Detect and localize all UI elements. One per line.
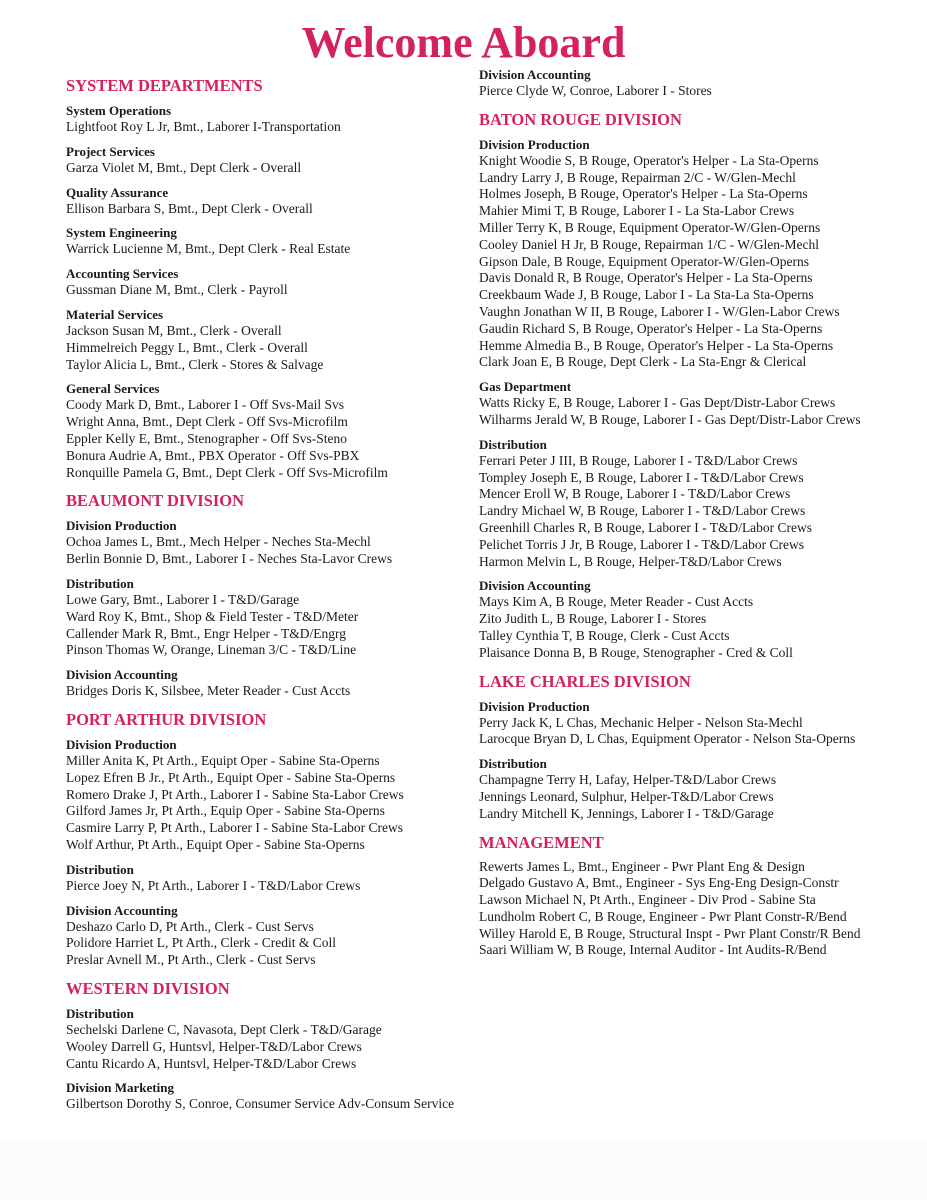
group-heading: General Services	[66, 381, 160, 397]
employee-entry: Zito Judith L, B Rouge, Laborer I - Stores	[479, 611, 707, 627]
department-group	[66, 517, 461, 568]
left-column	[66, 66, 461, 1120]
employee-entry: Bridges Doris K, Silsbee, Meter Reader - Cust Accts	[66, 683, 351, 699]
department-group	[479, 378, 874, 429]
employee-entry: Coody Mark D, Bmt., Laborer I - Off Svs-Mail Svs	[66, 397, 344, 413]
employee-entry: Larocque Bryan D, L Chas, Equipment Operator - Nelson Sta-Operns	[479, 731, 856, 747]
group-heading: Distribution	[66, 1005, 134, 1021]
group-heading: Division Production	[479, 136, 590, 152]
section-title: BATON ROUGE DIVISION	[479, 109, 682, 129]
division-section	[479, 672, 874, 823]
employee-entry: Deshazo Carlo D, Pt Arth., Clerk - Cust Servs	[66, 918, 314, 934]
employee-entry: Himmelreich Peggy L, Bmt., Clerk - Overall	[66, 339, 308, 355]
employee-entry: Champagne Terry H, Lafay, Helper-T&D/Labor Crews	[479, 772, 777, 788]
employee-entry: Sechelski Darlene C, Navasota, Dept Clerk - T&D/Garage	[66, 1021, 382, 1037]
department-group	[66, 380, 461, 481]
employee-entry: Jennings Leonard, Sulphur, Helper-T&D/Labor Crews	[479, 788, 774, 804]
employee-entry: Clark Joan E, B Rouge, Dept Clerk - La Sta-Engr & Clerical	[479, 354, 807, 370]
division-section	[479, 66, 874, 100]
employee-entry: Eppler Kelly E, Bmt., Stenographer - Off Svs-Steno	[66, 430, 347, 446]
employee-entry: Pinson Thomas W, Orange, Lineman 3/C - T&D/Line	[66, 642, 357, 658]
employee-entry: Ochoa James L, Bmt., Mech Helper - Neches Sta-Mechl	[66, 534, 371, 550]
department-group	[66, 861, 461, 895]
employee-entry: Lopez Efren B Jr., Pt Arth., Equipt Oper - Sabine Sta-Operns	[66, 769, 396, 785]
department-group	[66, 1079, 461, 1113]
employee-entry: Tompley Joseph E, B Rouge, Laborer I - T&D/Labor Crews	[479, 469, 804, 485]
employee-entry: Polidore Harriet L, Pt Arth., Clerk - Credit & Coll	[66, 935, 336, 951]
employee-entry: Miller Terry K, B Rouge, Equipment Operator-W/Glen-Operns	[479, 219, 821, 235]
employee-entry: Mencer Eroll W, B Rouge, Laborer I - T&D/Labor Crews	[479, 486, 791, 502]
section-title: PORT ARTHUR DIVISION	[66, 709, 267, 729]
division-section	[66, 979, 461, 1113]
employee-entry: Romero Drake J, Pt Arth., Laborer I - Sabine Sta-Labor Crews	[66, 786, 404, 802]
employee-entry: Creekbaum Wade J, B Rouge, Labor I - La Sta-La Sta-Operns	[479, 287, 814, 303]
group-heading: Division Production	[479, 698, 590, 714]
employee-entry: Ferrari Peter J III, B Rouge, Laborer I - T&D/Labor Crews	[479, 452, 798, 468]
department-group	[479, 436, 874, 571]
division-section	[66, 491, 461, 700]
employee-entry: Wilharms Jerald W, B Rouge, Laborer I - Gas Dept/Distr-Labor Crews	[479, 411, 861, 427]
employee-entry: Willey Harold E, B Rouge, Structural Inspt - Pwr Plant Constr/R Bend	[479, 925, 861, 941]
employee-entry: Lawson Michael N, Pt Arth., Engineer - Div Prod - Sabine Sta	[479, 892, 816, 908]
department-group	[479, 698, 874, 749]
group-heading: Distribution	[66, 861, 134, 877]
employee-entry: Watts Ricky E, B Rouge, Laborer I - Gas Dept/Distr-Labor Crews	[479, 395, 836, 411]
section-title: MANAGEMENT	[479, 832, 604, 852]
employee-entry: Holmes Joseph, B Rouge, Operator's Helper - La Sta-Operns	[479, 186, 808, 202]
right-column	[479, 66, 874, 966]
department-group	[479, 755, 874, 822]
employee-entry: Garza Violet M, Bmt., Dept Clerk - Overall	[66, 159, 302, 175]
group-heading: Quality Assurance	[66, 184, 169, 200]
department-group	[66, 306, 461, 373]
department-group	[66, 902, 461, 969]
employee-entry: Callender Mark R, Bmt., Engr Helper - T&D/Engrg	[66, 625, 346, 641]
employee-entry: Ronquille Pamela G, Bmt., Dept Clerk - Off Svs-Microfilm	[66, 464, 388, 480]
employee-entry: Harmon Melvin L, B Rouge, Helper-T&D/Labor Crews	[479, 553, 782, 569]
group-heading: Accounting Services	[66, 266, 179, 282]
section-title: BEAUMONT DIVISION	[66, 491, 245, 511]
group-heading: Division Production	[66, 736, 177, 752]
department-group	[66, 102, 461, 136]
employee-entry: Warrick Lucienne M, Bmt., Dept Clerk - Real Estate	[66, 241, 351, 257]
employee-entry: Gilbertson Dorothy S, Conroe, Consumer Service Adv-Consum Service	[66, 1096, 455, 1112]
employee-entry: Vaughn Jonathan W II, B Rouge, Laborer I - W/Glen-Labor Crews	[479, 303, 840, 319]
employee-entry: Wright Anna, Bmt., Dept Clerk - Off Svs-Microfilm	[66, 414, 348, 430]
employee-entry: Delgado Gustavo A, Bmt., Engineer - Sys Eng-Eng Design-Constr	[479, 875, 839, 891]
employee-entry: Wolf Arthur, Pt Arth., Equipt Oper - Sabine Sta-Operns	[66, 836, 365, 852]
section-title: WESTERN DIVISION	[66, 978, 230, 998]
department-group	[479, 136, 874, 371]
section-title: SYSTEM DEPARTMENTS	[66, 76, 263, 95]
department-group	[479, 859, 874, 960]
employee-entry: Pierce Joey N, Pt Arth., Laborer I - T&D/Labor Crews	[66, 877, 361, 893]
employee-entry: Mahier Mimi T, B Rouge, Laborer I - La Sta-Labor Crews	[479, 203, 795, 219]
employee-entry: Knight Woodie S, B Rouge, Operator's Helper - La Sta-Operns	[479, 152, 819, 168]
employee-entry: Taylor Alicia L, Bmt., Clerk - Stores & Salvage	[66, 356, 324, 372]
employee-entry: Gaudin Richard S, B Rouge, Operator's Helper - La Sta-Operns	[479, 320, 823, 336]
group-heading: Distribution	[479, 436, 547, 452]
employee-entry: Berlin Bonnie D, Bmt., Laborer I - Neches Sta-Lavor Crews	[66, 551, 393, 567]
employee-entry: Gilford James Jr, Pt Arth., Equip Oper - Sabine Sta-Operns	[66, 803, 385, 819]
division-section	[66, 710, 461, 969]
employee-entry: Greenhill Charles R, B Rouge, Laborer I - T&D/Labor Crews	[479, 519, 813, 535]
department-group	[66, 1005, 461, 1072]
department-group	[66, 666, 461, 700]
employee-entry: Cooley Daniel H Jr, B Rouge, Repairman 1/C - W/Glen-Mechl	[479, 236, 820, 252]
group-heading: Gas Department	[479, 379, 572, 395]
group-heading: Division Accounting	[66, 667, 178, 683]
group-heading: Division Accounting	[66, 902, 178, 918]
employee-entry: Miller Anita K, Pt Arth., Equipt Oper - Sabine Sta-Operns	[66, 752, 380, 768]
division-section	[479, 833, 874, 960]
group-heading: Distribution	[479, 756, 547, 772]
employee-entry: Landry Michael W, B Rouge, Laborer I - T&D/Labor Crews	[479, 503, 806, 519]
employee-entry: Preslar Avnell M., Pt Arth., Clerk - Cust Servs	[66, 952, 316, 968]
employee-entry: Hemme Almedia B., B Rouge, Operator's Helper - La Sta-Operns	[479, 337, 834, 353]
employee-entry: Landry Larry J, B Rouge, Repairman 2/C - W/Glen-Mechl	[479, 169, 796, 185]
employee-entry: Plaisance Donna B, B Rouge, Stenographer - Cred & Coll	[479, 644, 793, 660]
employee-entry: Lundholm Robert C, B Rouge, Engineer - Pwr Plant Constr-R/Bend	[479, 908, 847, 924]
employee-entry: Lightfoot Roy L Jr, Bmt., Laborer I-Transportation	[66, 119, 341, 134]
employee-entry: Davis Donald R, B Rouge, Operator's Helper - La Sta-Operns	[479, 270, 813, 286]
employee-entry: Bonura Audrie A, Bmt., PBX Operator - Off Svs-PBX	[66, 447, 360, 463]
group-heading: Division Accounting	[479, 67, 591, 82]
employee-entry: Pierce Clyde W, Conroe, Laborer I - Stores	[479, 83, 712, 98]
department-group	[66, 143, 461, 177]
employee-entry: Pelichet Torris J Jr, B Rouge, Laborer I - T&D/Labor Crews	[479, 536, 804, 552]
employee-entry: Lowe Gary, Bmt., Laborer I - T&D/Garage	[66, 591, 300, 607]
employee-entry: Cantu Ricardo A, Huntsvl, Helper-T&D/Labor Crews	[66, 1055, 357, 1071]
department-group	[66, 184, 461, 218]
employee-entry: Ellison Barbara S, Bmt., Dept Clerk - Overall	[66, 200, 313, 216]
employee-entry: Talley Cynthia T, B Rouge, Clerk - Cust Accts	[479, 627, 730, 643]
group-heading: Distribution	[66, 575, 134, 591]
department-group	[66, 265, 461, 299]
employee-entry: Mays Kim A, B Rouge, Meter Reader - Cust Accts	[479, 594, 754, 610]
division-section	[479, 110, 874, 662]
employee-entry: Casmire Larry P, Pt Arth., Laborer I - Sabine Sta-Labor Crews	[66, 820, 404, 836]
employee-entry: Jackson Susan M, Bmt., Clerk - Overall	[66, 322, 282, 338]
group-heading: System Engineering	[66, 225, 177, 241]
employee-entry: Gussman Diane M, Bmt., Clerk - Payroll	[66, 282, 288, 298]
group-heading: Project Services	[66, 143, 155, 159]
employee-entry: Rewerts James L, Bmt., Engineer - Pwr Plant Eng & Design	[479, 858, 805, 874]
group-heading: Division Marketing	[66, 1080, 174, 1096]
department-group	[479, 577, 874, 661]
employee-entry: Gipson Dale, B Rouge, Equipment Operator-W/Glen-Operns	[479, 253, 810, 269]
employee-entry: Landry Mitchell K, Jennings, Laborer I - T&D/Garage	[479, 805, 774, 821]
group-heading: Division Accounting	[479, 578, 591, 594]
group-heading: System Operations	[66, 103, 172, 118]
group-heading: Division Production	[66, 518, 177, 534]
division-section	[66, 76, 461, 481]
department-group	[66, 224, 461, 258]
section-title: LAKE CHARLES DIVISION	[479, 671, 691, 691]
page-bottom-band	[0, 1140, 927, 1200]
employee-entry: Wooley Darrell G, Huntsvl, Helper-T&D/Labor Crews	[66, 1038, 362, 1054]
employee-entry: Saari William W, B Rouge, Internal Auditor - Int Audits-R/Bend	[479, 942, 827, 958]
employee-entry: Ward Roy K, Bmt., Shop & Field Tester - T&D/Meter	[66, 608, 359, 624]
page-title: Welcome Aboard	[301, 18, 626, 67]
department-group	[479, 66, 874, 100]
group-heading: Material Services	[66, 306, 164, 322]
department-group	[66, 736, 461, 854]
department-group	[66, 575, 461, 659]
employee-entry: Perry Jack K, L Chas, Mechanic Helper - Nelson Sta-Mechl	[479, 714, 803, 730]
